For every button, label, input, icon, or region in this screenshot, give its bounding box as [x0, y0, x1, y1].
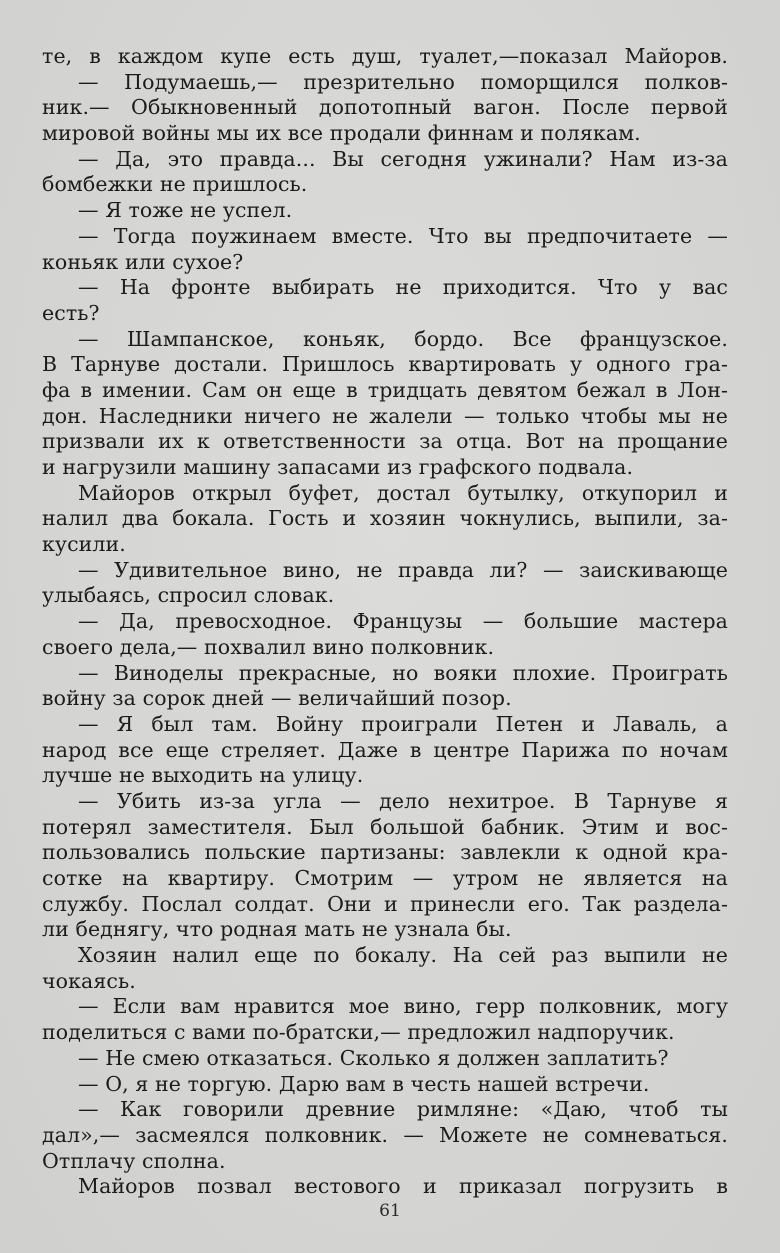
- text-line: Отплачу сполна.: [42, 1148, 226, 1173]
- text-line: есть?: [42, 300, 100, 325]
- text-line: Хозяин налил еще по бокалу. На сей раз выпили не: [78, 943, 728, 968]
- text-line: — Тогда поужинаем вместе. Что вы предпочитаете —: [78, 223, 728, 248]
- text-line: дал»,— засмеялся полковник. — Можете не сомневаться.: [42, 1122, 728, 1147]
- text-line: — Не смею отказаться. Сколько я должен заплатить?: [78, 1045, 669, 1070]
- text-line: службу. Послал солдат. Они и принесли его. Так раздела-: [42, 891, 728, 916]
- text-line: — Да, превосходное. Французы — большие мастера: [78, 609, 728, 634]
- body-text: [42, 44, 728, 1200]
- text-line: ли беднягу, что родная мать не узнала бы.: [42, 917, 512, 942]
- text-line: — Я был там. Войну проиграли Петен и Лаваль, а: [78, 711, 728, 736]
- text-line: народ все еще стреляет. Даже в центре Парижа по ночам: [42, 737, 728, 762]
- text-line: — Если вам нравится мое вино, герр полковник, могу: [78, 994, 728, 1019]
- text-line: и нагрузили машину запасами из графского подвала.: [42, 455, 634, 479]
- text-line: налил два бокала. Гость и хозяин чокнулись, выпили, за-: [42, 506, 728, 531]
- text-line: бомбежки не пришлось.: [42, 172, 308, 197]
- text-line: Майоров позвал вестового и приказал погрузить в: [78, 1174, 728, 1199]
- text-line: фа в имении. Сам он еще в тридцать девятом бежал в Лон-: [42, 377, 728, 402]
- text-line: те, в каждом купе есть душ, туалет,—показал Майоров.: [42, 44, 728, 68]
- text-line: — Да, это правда... Вы сегодня ужинали? Нам из-за: [78, 146, 728, 171]
- text-line: своего дела,— похвалил вино полковник.: [42, 634, 495, 659]
- text-line: кусили.: [42, 532, 126, 557]
- text-line: войну за сорок дней — величайший позор.: [42, 686, 512, 711]
- text-line: сотке на квартиру. Смотрим — утром не является на: [42, 866, 728, 890]
- text-line: — Как говорили древние римляне: «Даю, чтоб ты: [78, 1097, 728, 1122]
- text-line: дон. Наследники ничего не жалели — только чтобы мы не: [42, 403, 728, 428]
- text-line: чокаясь.: [42, 968, 136, 993]
- text-line: мировой войны мы их все продали финнам и полякам.: [42, 121, 641, 146]
- text-line: потерял заместителя. Был большой бабник. Этим и вос-: [42, 814, 728, 839]
- text-line: В Тарнуве достали. Пришлось квартировать у одного гра-: [42, 352, 728, 377]
- text-line: — На фронте выбирать не приходится. Что у вас: [78, 275, 728, 300]
- text-line: — Убить из-за угла — дело нехитрое. В Тарнуве я: [78, 788, 728, 813]
- text-line: Майоров открыл буфет, достал бутылку, откупорил и: [78, 480, 728, 505]
- text-line: — Шампанское, коньяк, бордо. Все французское.: [78, 326, 728, 351]
- text-line: поделиться с вами по-братски,— предложил надпоручик.: [42, 1020, 675, 1045]
- text-line: лучше не выходить на улицу.: [42, 763, 364, 788]
- text-line: — О, я не торгую. Дарю вам в честь нашей встречи.: [78, 1071, 650, 1096]
- text-line: ник.— Обыкновенный допотопный вагон. После первой: [42, 95, 728, 120]
- text-line: призвали их к ответственности за отца. Вот на прощание: [42, 429, 728, 454]
- text-line: — Подумаешь,— презрительно поморщился полков-: [78, 69, 728, 94]
- text-line: улыбаясь, спросил словак.: [42, 583, 335, 608]
- text-line: — Удивительное вино, не правда ли? — заискивающе: [78, 557, 728, 582]
- text-line: пользовались польские партизаны: завлекли к одной кра-: [42, 840, 728, 865]
- page-number: 61: [379, 1201, 401, 1221]
- text-line: — Я тоже не успел.: [78, 198, 293, 223]
- text-line: коньяк или сухое?: [42, 249, 244, 274]
- text-line: — Виноделы прекрасные, но вояки плохие. Проиграть: [78, 660, 728, 685]
